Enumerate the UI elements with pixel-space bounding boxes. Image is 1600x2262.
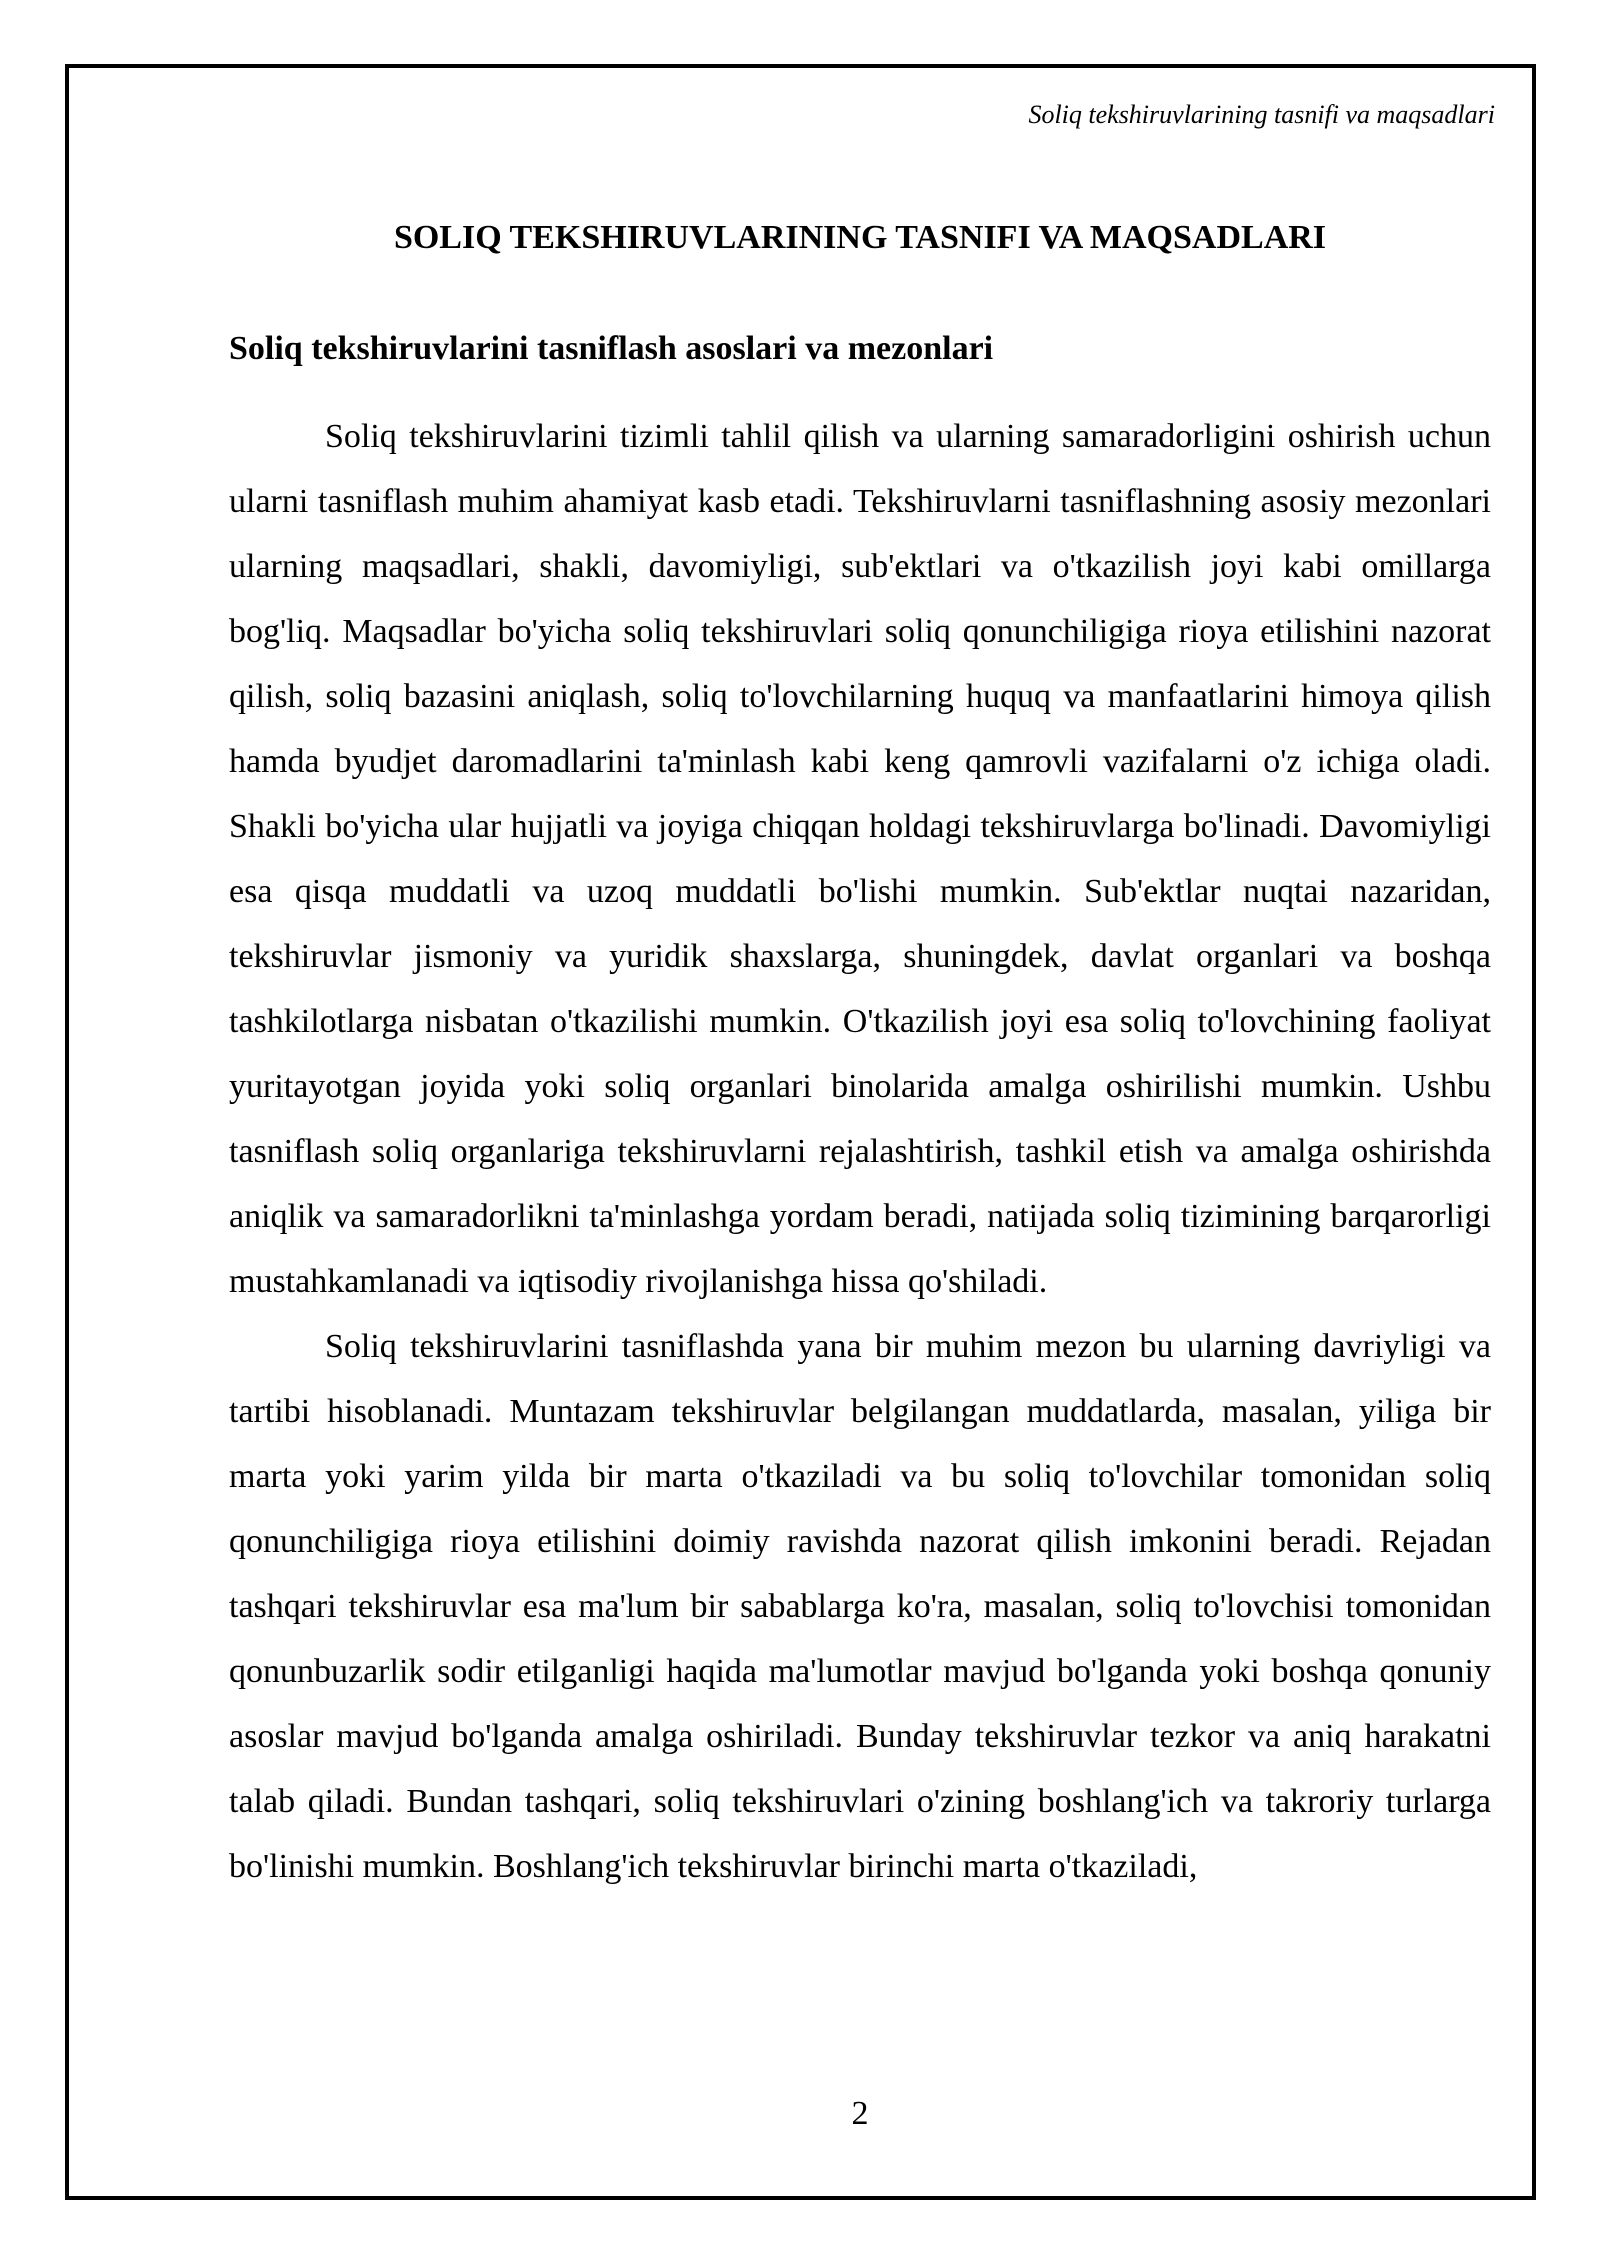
paragraph: Soliq tekshiruvlarini tasniflashda yana bir muhim mezon bu ularning davriyligi va tartibi hisoblanadi. Muntazam tekshiruvlar belgilangan muddatlarda, masalan, yiliga bir marta yoki yarim yilda bir marta o'tkaziladi va bu soliq to'lovchilar tomonidan soliq qonunchiligiga rioya etilishini doimiy ravishda nazorat qilish imkonini beradi. Rejadan tashqari tekshiruvlar esa ma'lum bir sabablarga ko'ra, masalan, soliq to'lovchisi tomonidan qonunbuzarlik sodir etilganligi haqida ma'lumotlar mavjud bo'lganda yoki boshqa qonuniy asoslar mavjud bo'lganda amalga oshiriladi. Bunday tekshiruvlar tezkor va aniq harakatni talab qiladi. Bundan tashqari, soliq tekshiruvlari o'zining boshlang'ich va takroriy turlarga bo'linishi mumkin. Boshlang'ich tekshiruvlar birinchi marta o'tkaziladi, [229,1328,1491,1885]
page-number: 2 [851,2095,869,2132]
body-text [229,404,1491,1899]
running-header: Soliq tekshiruvlarining tasnifi va maqsadlari [1028,100,1495,129]
document-title: SOLIQ TEKSHIRUVLARINING TASNIFI VA MAQSADLARI [393,219,1327,256]
paragraph: Soliq tekshiruvlarini tizimli tahlil qilish va ularning samaradorligini oshirish uchun ularni tasniflash muhim ahamiyat kasb etadi. Tekshiruvlarni tasniflashning asosiy mezonlari ularning maqsadlari, shakli, davomiyligi, sub'ektlari va o'tkazilish joyi kabi omillarga bog'liq. Maqsadlar bo'yicha soliq tekshiruvlari soliq qonunchiligiga rioya etilishini nazorat qilish, soliq bazasini aniqlash, soliq to'lovchilarning huquq va manfaatlarini himoya qilish hamda byudjet daromadlarini ta'minlash kabi keng qamrovli vazifalarni o'z ichiga oladi. Shakli bo'yicha ular hujjatli va joyiga chiqqan holdagi tekshiruvlarga bo'linadi. Davomiyligi esa qisqa muddatli va uzoq muddatli bo'lishi mumkin. Sub'ektlar nuqtai nazaridan, tekshiruvlar jismoniy va yuridik shaxslarga, shuningdek, davlat organlari va boshqa tashkilotlarga nisbatan o'tkazilishi mumkin. O'tkazilish joyi esa soliq to'lovchining faoliyat yuritayotgan joyida yoki soliq organlari binolarida amalga oshirilishi mumkin. Ushbu tasniflash soliq organlariga tekshiruvlarni rejalashtirish, tashkil etish va amalga oshirishda aniqlik va samaradorlikni ta'minlashga yordam beradi, natijada soliq tizimining barqarorligi mustahkamlanadi va iqtisodiy rivojlanishga hissa qo'shiladi. [229,418,1491,1300]
section-heading: Soliq tekshiruvlarini tasniflash asoslari va mezonlari [229,330,994,367]
